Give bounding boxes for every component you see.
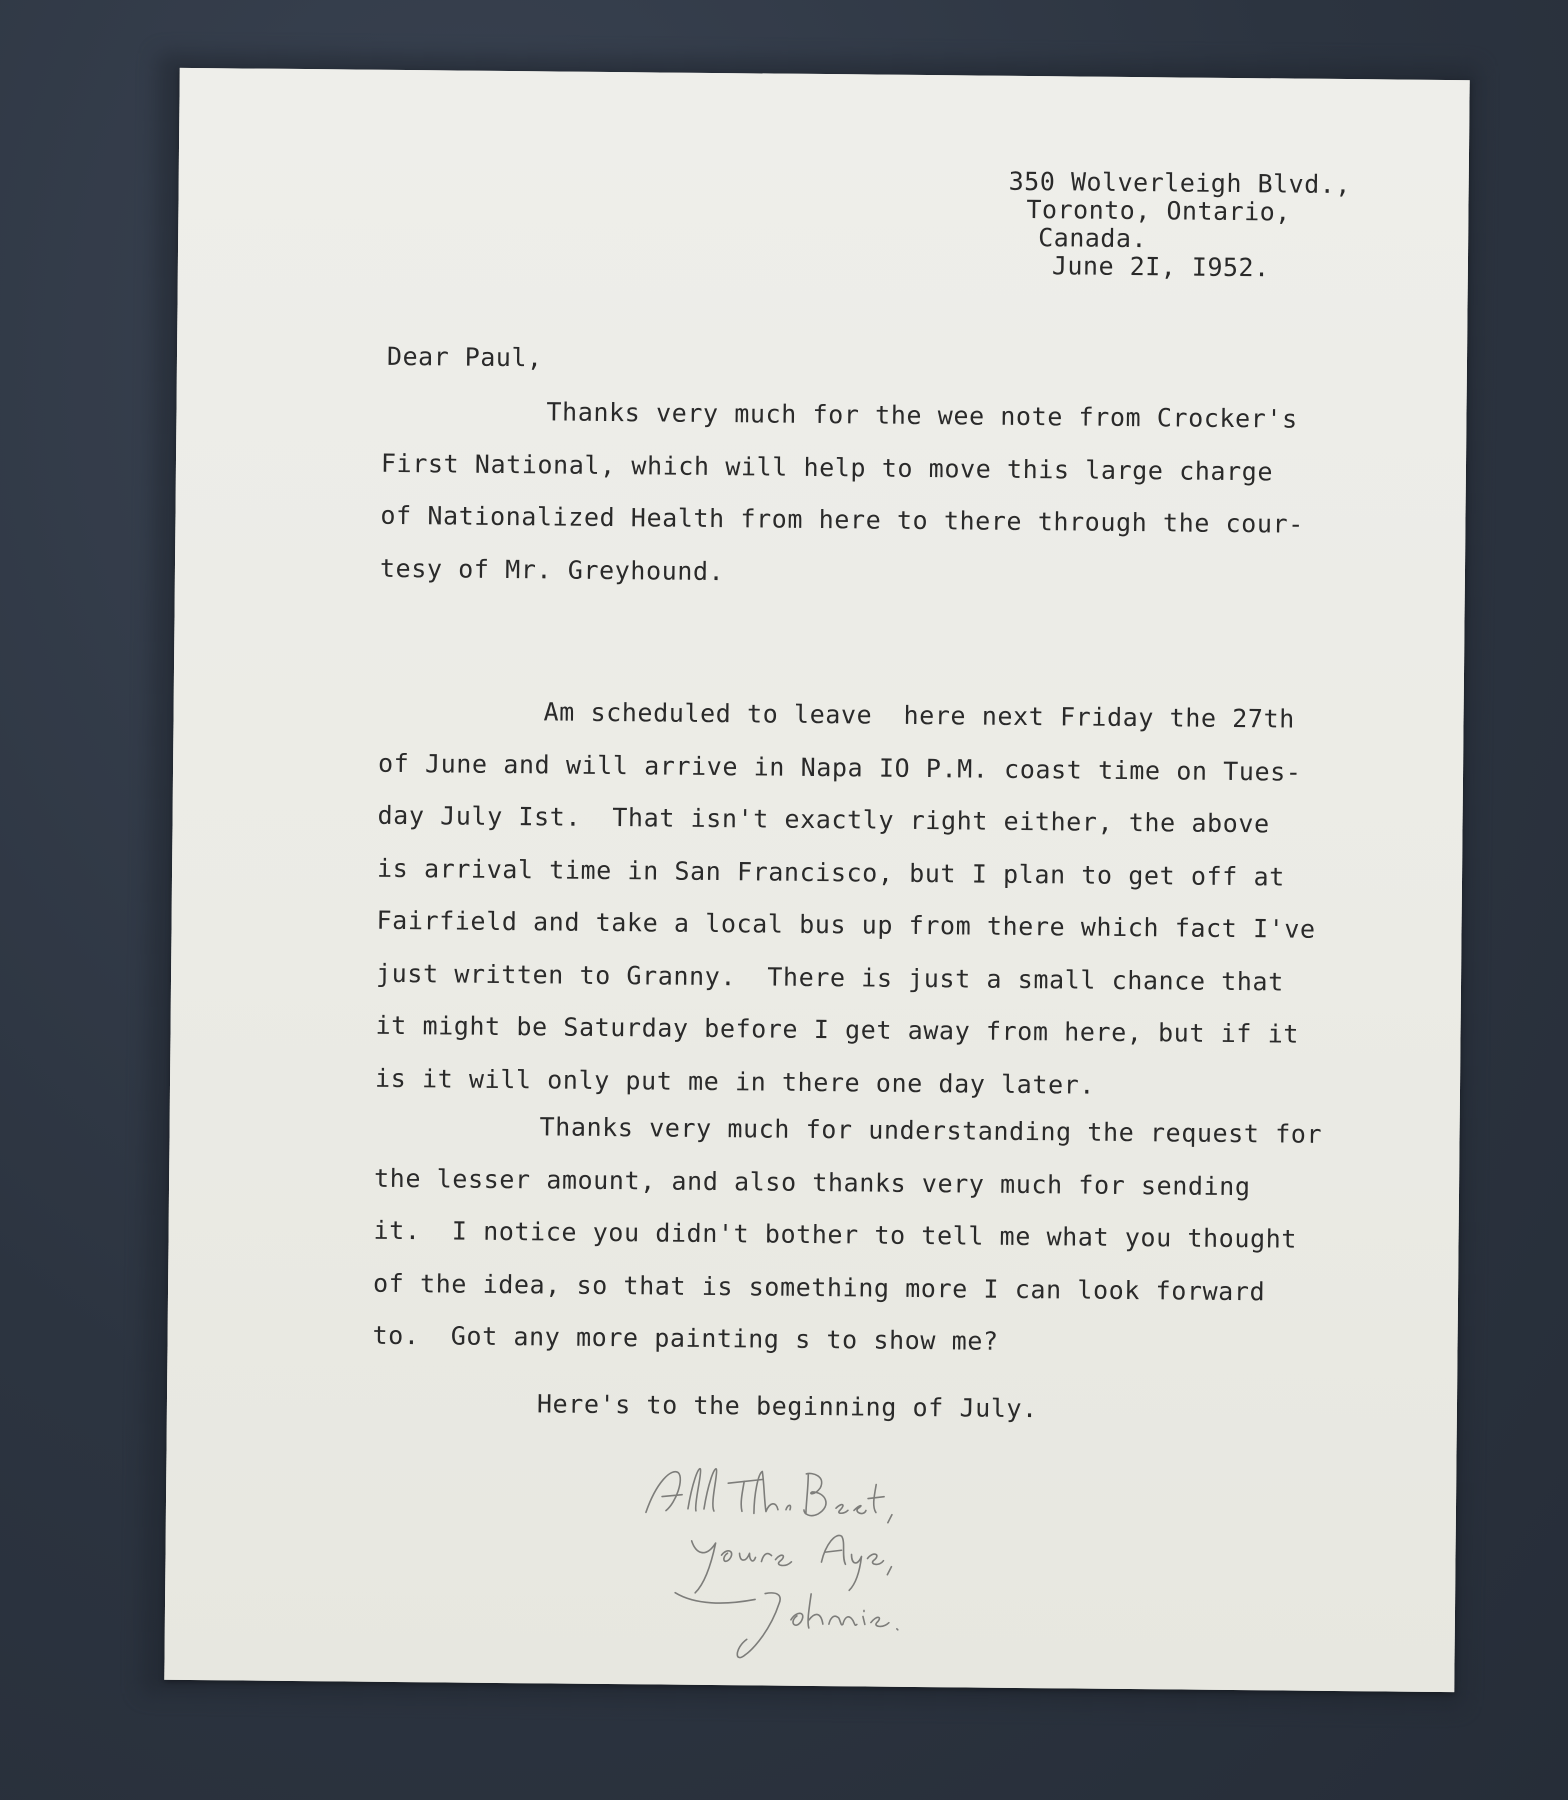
handwritten-signature xyxy=(634,1442,1036,1676)
paragraph-line: is arrival time in San Francisco, but I plan to get off at xyxy=(376,853,1285,891)
paragraph-line: First National, which will help to move this large charge xyxy=(380,448,1274,486)
paragraph-line: to. Got any more painting s to show me? xyxy=(372,1320,999,1356)
closing-line: Here's to the beginning of July. xyxy=(536,1389,1038,1424)
paragraph-line: day July Ist. That isn't exactly right either, the above xyxy=(377,800,1270,839)
paragraph-3 xyxy=(372,1100,1374,1372)
paragraph-line: Am scheduled to leave here next Friday the 27th xyxy=(543,697,1295,734)
paragraph-line: the lesser amount, and also thanks very much for sending xyxy=(373,1163,1251,1201)
paragraph-line: is it will only put me in there one day later. xyxy=(374,1063,1096,1100)
signature-drawing xyxy=(634,1442,1036,1676)
paragraph-line: of Nationalized Health from here to there through the cour- xyxy=(380,500,1305,539)
paragraph-2 xyxy=(375,685,1379,1115)
paragraph-line: of the idea, so that is something more I can look forward xyxy=(372,1268,1266,1306)
paragraph-line: tesy of Mr. Greyhound. xyxy=(379,553,725,586)
letter-page xyxy=(164,68,1469,1692)
paragraph-line: Fairfield and take a local bus up from there which fact I've xyxy=(376,905,1316,944)
address-city: Toronto, Ontario, xyxy=(1026,194,1291,227)
paragraph-1 xyxy=(380,385,1382,605)
address-street: 350 Wolverleigh Blvd., xyxy=(1008,166,1351,200)
paragraph-line: of June and will arrive in Napa IO P.M. coast time on Tues- xyxy=(377,748,1302,787)
paragraph-line: Thanks very much for understanding the request for xyxy=(539,1112,1323,1149)
paragraph-line: it might be Saturday before I get away from here, but if it xyxy=(375,1010,1300,1049)
paragraph-line: Thanks very much for the wee note from Crocker's xyxy=(546,397,1298,434)
paragraph-line: it. I notice you didn't bother to tell me what you thought xyxy=(373,1215,1298,1254)
letter-date: June 2I, I952. xyxy=(1051,251,1270,283)
sender-address-block xyxy=(1008,168,1351,283)
paragraph-line: just written to Granny. There is just a small chance that xyxy=(375,958,1284,996)
address-country: Canada. xyxy=(1038,223,1148,254)
salutation: Dear Paul, xyxy=(386,341,543,373)
